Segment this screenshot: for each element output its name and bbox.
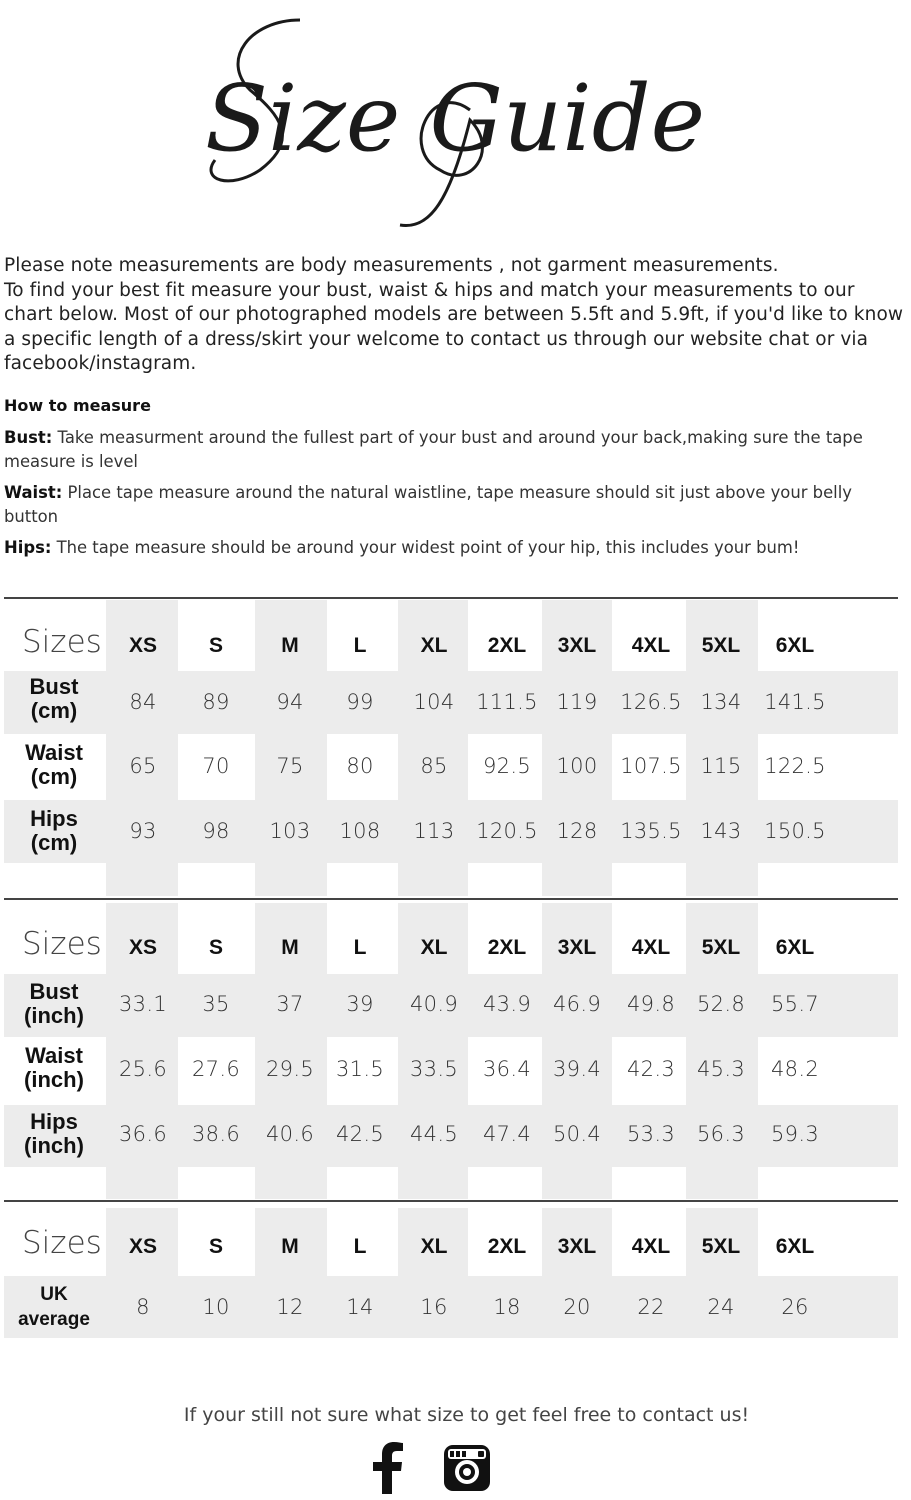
size-header-l: L [353, 634, 367, 657]
table-cell: 115 [700, 754, 742, 778]
table-cell: 39 [346, 992, 374, 1016]
size-header-4xl: 4XL [631, 1235, 671, 1258]
intro-line-2: To find your best fit measure your bust, waist & hips and match your measurements to our chart below. Most of our photographed models are between 5.5ft and 5.9ft, if you'd like to know a specific length of a dress/skirt your welcome to contact us through our website chat or via facebook/instagram. [4, 279, 904, 374]
table-cell: 52.8 [697, 992, 745, 1016]
how-to-heading: How to measure [4, 396, 151, 415]
table-cell: 37 [276, 992, 304, 1016]
bust-label: Bust: [4, 428, 53, 447]
table-cell: 40.9 [410, 992, 458, 1016]
facebook-icon[interactable] [370, 1442, 404, 1498]
table-cell: 12 [276, 1295, 304, 1319]
sizes-label: Sizes [22, 926, 102, 962]
contact-note: If your still not sure what size to get feel free to contact us! [183, 1404, 750, 1426]
waist-instructions: Place tape measure around the natural waistline, tape measure should sit just above your belly button [4, 483, 852, 526]
table-cell: 43.9 [483, 992, 531, 1016]
table-cell: 104 [413, 690, 455, 714]
table-cell: 113 [413, 819, 455, 843]
bust-instructions: Take measurment around the fullest part of your bust and around your back,making sure the tape measure is level [4, 428, 863, 471]
table-cell: 8 [136, 1295, 150, 1319]
table-cell: 36.4 [483, 1057, 531, 1081]
row-label: Bust (cm) [29, 674, 79, 723]
table-cell: 20 [563, 1295, 591, 1319]
table-cell: 33.5 [410, 1057, 458, 1081]
table-cell: 55.7 [771, 992, 819, 1016]
divider-2 [4, 898, 898, 900]
table-cell: 107.5 [620, 754, 682, 778]
size-header-m: M [281, 936, 299, 959]
table-cell: 39.4 [553, 1057, 601, 1081]
how-to-hips [4, 536, 909, 560]
table-cell: 47.4 [483, 1122, 531, 1146]
table-cell: 128 [556, 819, 598, 843]
how-to-bust [4, 426, 909, 474]
size-header-3xl: 3XL [557, 1235, 597, 1258]
table-cell: 134 [700, 690, 742, 714]
row-label: Hips (inch) [24, 1109, 84, 1158]
table-cell: 44.5 [410, 1122, 458, 1146]
table-cell: 18 [493, 1295, 521, 1319]
row-label: Waist (cm) [25, 740, 83, 789]
table-cell: 93 [129, 819, 157, 843]
how-to-measure [4, 394, 909, 567]
table-cell: 48.2 [771, 1057, 819, 1081]
table-cell: 103 [269, 819, 311, 843]
table-cell: 98 [202, 819, 230, 843]
table-cell: 24 [707, 1295, 735, 1319]
table-cell: 22 [637, 1295, 665, 1319]
row-label: Hips (cm) [30, 806, 78, 855]
table-cell: 46.9 [553, 992, 601, 1016]
size-header-4xl: 4XL [631, 634, 671, 657]
table-cell: 14 [346, 1295, 374, 1319]
table-cell: 89 [202, 690, 230, 714]
size-header-6xl: 6XL [775, 936, 815, 959]
table-cell: 40.6 [266, 1122, 314, 1146]
table-cell: 120.5 [476, 819, 538, 843]
table-cell: 45.3 [697, 1057, 745, 1081]
table-cell: 38.6 [192, 1122, 240, 1146]
table-cell: 29.5 [266, 1057, 314, 1081]
table-cell: 94 [276, 690, 304, 714]
table-cell: 33.1 [119, 992, 167, 1016]
sizes-label: Sizes [22, 624, 102, 660]
table-cell: 85 [420, 754, 448, 778]
table-cell: 111.5 [476, 690, 538, 714]
table-cell: 92.5 [483, 754, 531, 778]
table-cell: 84 [129, 690, 157, 714]
size-header-xs: XS [128, 1235, 157, 1258]
size-header-5xl: 5XL [701, 1235, 741, 1258]
size-guide-logo [0, 0, 911, 240]
table-cell: 42.5 [336, 1122, 384, 1146]
table-cell: 36.6 [119, 1122, 167, 1146]
table-cell: 27.6 [192, 1057, 240, 1081]
table-cell: 143 [700, 819, 742, 843]
table-cell: 122.5 [764, 754, 826, 778]
size-header-3xl: 3XL [557, 634, 597, 657]
size-header-xl: XL [420, 634, 448, 657]
how-to-waist [4, 481, 909, 529]
hips-label: Hips: [4, 538, 52, 557]
size-header-s: S [208, 634, 223, 657]
table-cell: 70 [202, 754, 230, 778]
size-header-2xl: 2XL [487, 1235, 527, 1258]
hips-instructions: The tape measure should be around your widest point of your hip, this includes your bum! [51, 538, 800, 557]
size-header-s: S [208, 936, 223, 959]
waist-label: Waist: [4, 483, 63, 502]
divider-1 [4, 597, 898, 599]
table-cell: 75 [276, 754, 304, 778]
size-header-6xl: 6XL [775, 1235, 815, 1258]
table-cell: 53.3 [627, 1122, 675, 1146]
table-cell: 56.3 [697, 1122, 745, 1146]
divider-3 [4, 1200, 898, 1202]
size-header-2xl: 2XL [487, 634, 527, 657]
table-cell: 26 [781, 1295, 809, 1319]
size-header-5xl: 5XL [701, 634, 741, 657]
table-cell: 35 [202, 992, 230, 1016]
row-label: UK average [18, 1284, 90, 1330]
size-header-3xl: 3XL [557, 936, 597, 959]
table-cell: 100 [556, 754, 598, 778]
logo-flourish [0, 0, 911, 240]
size-header-s: S [208, 1235, 223, 1258]
table-cell: 65 [129, 754, 157, 778]
table-cell: 59.3 [771, 1122, 819, 1146]
row-label: Waist (inch) [24, 1043, 84, 1092]
size-header-xs: XS [128, 634, 157, 657]
size-header-l: L [353, 936, 367, 959]
table-cell: 150.5 [764, 819, 826, 843]
size-header-5xl: 5XL [701, 936, 741, 959]
table-cell: 42.3 [627, 1057, 675, 1081]
table-cell: 108 [339, 819, 381, 843]
instagram-icon[interactable] [443, 1444, 491, 1496]
table-cell: 25.6 [119, 1057, 167, 1081]
size-header-xs: XS [128, 936, 157, 959]
table-cell: 16 [420, 1295, 448, 1319]
table-cell: 99 [346, 690, 374, 714]
size-header-m: M [281, 634, 299, 657]
size-header-xl: XL [420, 936, 448, 959]
table-cell: 141.5 [764, 690, 826, 714]
size-header-4xl: 4XL [631, 936, 671, 959]
logo-text: Size Guide [204, 65, 706, 172]
table-cell: 126.5 [620, 690, 682, 714]
table-cell: 135.5 [620, 819, 682, 843]
sizes-label: Sizes [22, 1225, 102, 1261]
size-header-l: L [353, 1235, 367, 1258]
intro-text [4, 254, 909, 377]
table-cell: 31.5 [336, 1057, 384, 1081]
table-cell: 50.4 [553, 1122, 601, 1146]
size-header-m: M [281, 1235, 299, 1258]
intro-line-1: Please note measurements are body measurements , not garment measurements. [4, 255, 779, 276]
size-header-2xl: 2XL [487, 936, 527, 959]
table-cell: 10 [202, 1295, 230, 1319]
table-cell: 49.8 [627, 992, 675, 1016]
row-label: Bust (inch) [24, 979, 84, 1028]
size-header-6xl: 6XL [775, 634, 815, 657]
table-cell: 119 [556, 690, 598, 714]
table-cell: 80 [346, 754, 374, 778]
size-header-xl: XL [420, 1235, 448, 1258]
